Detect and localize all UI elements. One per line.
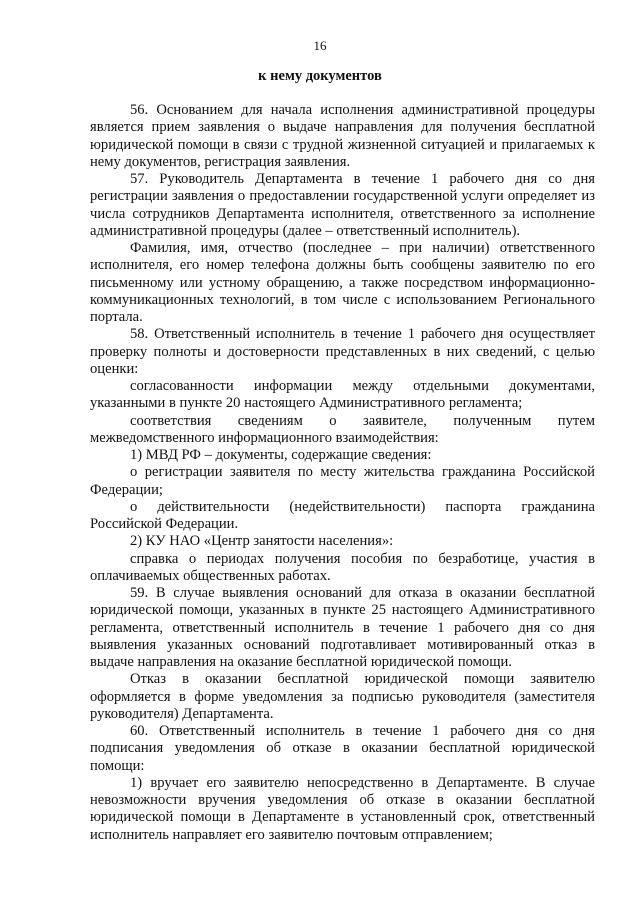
section-heading: к нему документов <box>258 68 382 84</box>
paragraph-delivery: 1) вручает его заявителю непосредственно в Департаменте. В случае невозможности вручения уведомления об отказе в оказании бесплатной юридической помощи в Департаменте в установленный срок, ответственный исполнитель направляет его заявителю почтовым отправлением; <box>90 774 595 843</box>
page-number: 16 <box>313 38 327 53</box>
paragraph-conformity: соответствия сведениям о заявителе, полученным путем межведомственного информационного взаимодействия: <box>90 412 595 446</box>
body-text <box>90 102 595 844</box>
paragraph-mvd: 1) МВД РФ – документы, содержащие сведения: <box>130 447 432 463</box>
paragraph-consistency: согласованности информации между отдельными документами, указанными в пункте 20 настоящего Административного регламента; <box>90 378 595 412</box>
paragraph-56: 56. Основанием для начала исполнения административной процедуры является прием заявления о выдаче направления для получения бесплатной юридической помощи в связи с трудной жизненной ситуацией и прилагаемых к нему документов, регистрация заявления. <box>90 102 595 170</box>
paragraph-registration: о регистрации заявителя по месту жительства гражданина Российской Федерации; <box>90 464 595 498</box>
paragraph-60: 60. Ответственный исполнитель в течение 1 рабочего дня со дня подписания уведомления об отказе в оказании бесплатной юридической помощи: <box>90 723 595 774</box>
paragraph-58: 58. Ответственный исполнитель в течение 1 рабочего дня осуществляет проверку полноты и достоверности представленных в них сведений, с целью оценки: <box>90 326 595 377</box>
paragraph-59: 59. В случае выявления оснований для отказа в оказании бесплатной юридической помощи, указанных в пункте 25 настоящего Административного регламента, ответственный исполнитель в течение 1 рабочего дня со дня выявления указанных оснований подготавливает мотивированный отказ в выдаче направления на оказание бесплатной юридической помощи. <box>90 585 595 670</box>
paragraph-refusal-form: Отказ в оказании бесплатной юридической помощи заявителю оформляется в форме уведомления за подписью руководителя (заместителя руководителя) Департамента. <box>90 671 595 722</box>
paragraph-57: 57. Руководитель Департамента в течение 1 рабочего дня со дня регистрации заявления о предоставлении государственной услуги определяет из числа сотрудников Департамента исполнителя, ответственного за исполнение административной процедуры (далее – ответственный исполнитель). <box>90 171 595 239</box>
paragraph-contact-info: Фамилия, имя, отчество (последнее – при наличии) ответственного исполнителя, его номер телефона должны быть сообщены заявителю по его письменному или устному обращению, а также посредством информационно-коммуникационных технологий, в том числе с использованием Регионального портала. <box>90 240 595 325</box>
paragraph-unemployment-certificate: справка о периодах получения пособия по безработице, участия в оплачиваемых общественных работах. <box>90 550 595 584</box>
paragraph-employment-center: 2) КУ НАО «Центр занятости населения»: <box>130 533 394 550</box>
paragraph-passport: о действительности (недействительности) паспорта гражданина Российской Федерации. <box>90 498 595 532</box>
